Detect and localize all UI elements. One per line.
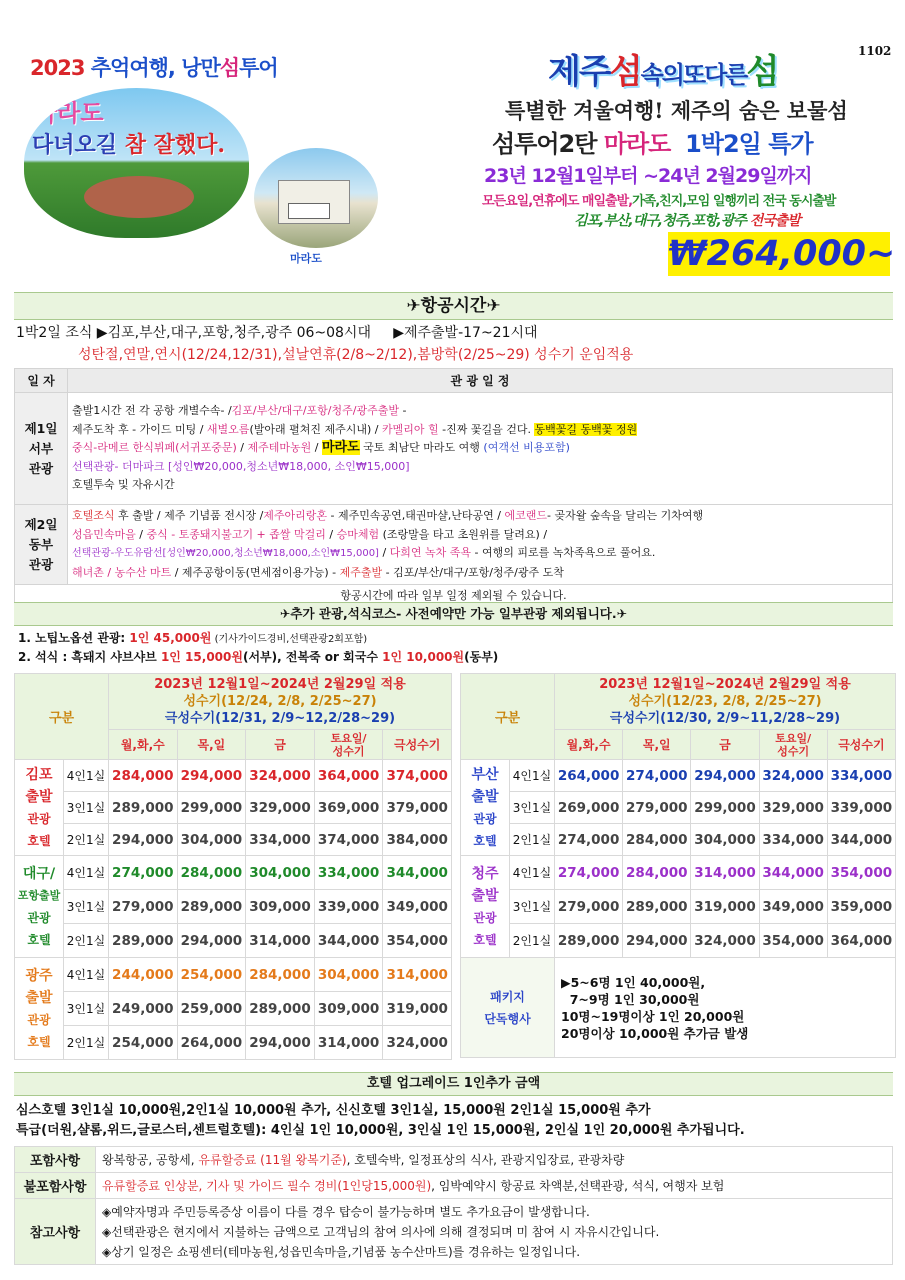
peak-fare-note: 성탄절,연말,연시(12/24,12/31),설날연휴(2/8~2/12),봄방학(2/25~29) 성수기 운임적용	[78, 347, 634, 363]
upgrade-line-1: 심스호텔 3인1실 10,000원,2인1실 10,000원 추가, 신신호텔 3인1실, 15,000원 2인1실 15,000원 추가	[16, 1103, 651, 1118]
include-text: 왕복항공, 공항세, 유류할증료 (11월 왕복기준), 호텔숙박, 일정표상의 식사, 관광지입장료, 관광차량	[96, 1147, 893, 1173]
period-right: 2023년 12월1일~2024년 2월29일 적용 성수기(12/23, 2/8, 2/25~27) 극성수기(12/30, 2/9~11,2/28~29)	[555, 674, 896, 730]
exclude-label: 불포함사항	[15, 1173, 96, 1199]
package-prices: ▶5~6명 1인 40,000원, 7~9명 1인 30,000원 10명~19명이상 1인 20,000원 20명이상 10,000원 추가금 발생	[555, 958, 896, 1058]
brand-word-2: 낭만	[181, 56, 220, 80]
col-sat: 토요일/ 성수기	[314, 730, 383, 760]
option-1: 1. 노팁노옵션 관광: 1인 45,000원 (기사가이드경비,선택관광2회포함)	[18, 631, 368, 645]
day1-label: 제1일 서부 관광	[15, 393, 68, 505]
brand-word-3: 섬	[219, 56, 240, 80]
main-title: 제주섬속의또다른섬	[548, 52, 778, 92]
brand-year: 2023	[30, 56, 85, 80]
group-gimpo: 김포 출발 관광 호텔	[15, 760, 64, 856]
day1-plan: 출발1시간 전 각 공항 개별수속- /김포/부산/대구/포항/청주/광주출발 - 제주도착 후 - 가이드 미팅 / 새별오름(발아래 펼쳐진 제주시내) / 카멜리아 힐 -진짜 꽃길을 걷다. 동백꽃길 동백꽃 정원 중식-라메르 한식뷔페(서귀포중문) / 제주테마농원 / 마라도 국토 최남단 마라도 여행 (여객선 비용포함) 선택관광- 더마파크 [성인₩20,000,청소년₩18,000, 소인₩15,000] 호텔투숙 및 자유시간	[68, 393, 893, 505]
package-label: 패키지 단독행사	[461, 958, 555, 1058]
group-busan: 부산 출발 관광 호텔	[461, 760, 510, 856]
day2-label: 제2일 동부 관광	[15, 505, 68, 585]
price-badge: ₩264,000~	[668, 234, 896, 274]
school-photo	[254, 148, 378, 248]
options-title: ✈추가 관광,석식코스- 사전예약만 가능 일부관광 제외됩니다.✈	[14, 602, 893, 626]
departure-cities: 김포,부산,대구,청주,포항,광주 전국출발	[574, 213, 800, 229]
exclude-text: 유류할증료 인상분, 기사 및 가이드 필수 경비(1인당15,000원), 임박예약시 항공료 차액분,선택관광, 석식, 여행자 보험	[96, 1173, 893, 1199]
flyer-code: 1102	[858, 44, 892, 58]
day2-plan: 호텔조식 후 출발 / 제주 기념품 전시장 /제주아리랑혼 - 제주민속공연,태권마샬,난타공연 / 에코랜드- 곶자왈 숲속을 달리는 기차여행 성읍민속마을 / 중식 - 토종돼지불고기 + 좁쌀 막걸리 / 승마체험 (조랑말을 타고 초원위를 달려요) / 선택관광-우도유람선[성인₩20,000,청소년₩18,000,소인₩15,000] / 다희연 녹차 족욕 - 여행의 피로를 녹차족욕으로 풀어요. 해녀촌 / 농수산 마트 / 제주공항이동(면세점이용가능) - 제주출발 - 김포/부산/대구/포항/청주/광주 도착	[68, 505, 893, 585]
price-table-left: 구분 2023년 12월1일~2024년 2월29일 적용 성수기(12/24, 2/8, 2/25~27) 극성수기(12/31, 2/9~12,2/28~29) 월,화,수 목,일 금 토요일/ 성수기 극성수기 김포 출발 관광 호텔 4인1실 284,000 294,000 324,000 364,000 374,000 3인1실 289,000 299,000 329,000 369,000 379,000 2인1실 294,000 304,000 334,000 374,000 384,000 대구/ 포항출발 관광 호텔 4인1실 274,000 284,000 304,000 334,000 344,000 3인1실 279,000 289,000 309,000 339,000 349,000 2인1실 289,000 294,000 314,000 344,000 354,000 광주 출발 관광 호텔 4인1실 244,000 254,000 284,000 304,000 314,000 3인1실 249,000 259,000 289,000 309,000 319,000 2인1실 254,000 264,000 294,000 314,000 324,000	[14, 673, 452, 1060]
marado-photo	[24, 88, 249, 238]
sign-shape	[288, 203, 330, 219]
subtitle: 특별한 겨울여행! 제주의 숨은 보물섬	[505, 98, 848, 123]
col-fri: 금	[246, 730, 315, 760]
reference-label: 참고사항	[15, 1199, 96, 1265]
brand-word-4: 투어	[239, 56, 278, 80]
gubun-right: 구분	[461, 674, 555, 760]
tour-title: 섬투어2탄 마라도 1박2일 특가	[492, 130, 813, 158]
photo-text-2: 다녀오길 참 잘했다.	[32, 132, 226, 158]
group-gwangju: 광주 출발 관광 호텔	[15, 958, 64, 1060]
departure-info: 모든요일,연휴에도 매일출발,가족,친지,모임 일행끼리 전국 동시출발	[482, 194, 836, 209]
option-2: 2. 석식 : 흑돼지 샤브샤브 1인 15,000원(서부), 전복죽 or 회국수 1인 10,000원(동부)	[18, 650, 499, 664]
itinerary-note: 항공시간에 따라 일부 일정 제외될 수 있습니다.	[15, 585, 893, 605]
gubun-left: 구분	[15, 674, 109, 760]
itinerary-table	[14, 368, 893, 605]
air-time-title: ✈항공시간✈	[14, 292, 893, 320]
col-plan: 관 광 일 정	[68, 369, 893, 393]
info-table	[14, 1146, 893, 1265]
group-cheongju: 청주 출발 관광 호텔	[461, 856, 510, 958]
upgrade-title: 호텔 업그레이드 1인추가 금액	[14, 1072, 893, 1096]
group-daegu: 대구/ 포항출발 관광 호텔	[15, 856, 64, 958]
photo-caption: 마라도	[290, 252, 322, 265]
col-weekday: 월,화,수	[109, 730, 178, 760]
col-day: 일 자	[15, 369, 68, 393]
reference-text: ◈예약자명과 주민등록증상 이름이 다를 경우 탑승이 불가능하며 별도 추가요금이 발생합니다. ◈선택관광은 현지에서 지불하는 금액으로 고객님의 참여 의사에 의해 결정되며 미 참여 시 자유시간입니다. ◈상기 일정은 쇼핑센터(테마농원,성읍민속마을,기념품 농수산마트)를 경유하는 일정입니다.	[96, 1199, 893, 1265]
tour-period: 23년 12월1일부터 ~24년 2월29일까지	[484, 165, 812, 187]
period-left: 2023년 12월1일~2024년 2월29일 적용 성수기(12/24, 2/8, 2/25~27) 극성수기(12/31, 2/9~12,2/28~29)	[109, 674, 452, 730]
brand-word-1: 추억여행,	[90, 56, 175, 80]
air-time-row: 1박2일 조식 ▶김포,부산,대구,포항,청주,광주 06~08시대 ▶제주출발-17~21시대	[16, 325, 538, 341]
photo-text-1: 마라도	[34, 98, 104, 127]
col-superpeak: 극성수기	[383, 730, 452, 760]
upgrade-line-2: 특급(더원,샬롬,위드,글로스터,센트럴호텔): 4인실 1인 10,000원, 3인실 1인 15,000원, 2인실 1인 20,000원 추가됩니다.	[16, 1123, 745, 1138]
include-label: 포함사항	[15, 1147, 96, 1173]
sculpture-shape	[84, 176, 194, 218]
price-table-right: 구분 2023년 12월1일~2024년 2월29일 적용 성수기(12/23, 2/8, 2/25~27) 극성수기(12/30, 2/9~11,2/28~29) 월,화,수 목,일 금 토요일/ 성수기 극성수기 부산 출발 관광 호텔 4인1실 264,000 274,000 294,000 324,000 334,000 3인1실 269,000 279,000 299,000 329,000 339,000 2인1실 274,000 284,000 304,000 334,000 344,000 청주 출발 관광 호텔 4인1실 274,000 284,000 314,000 344,000 354,000 3인1실 279,000 289,000 319,000 349,000 359,000 2인1실 289,000 294,000 324,000 354,000 364,000 패키지 단독행사 ▶5~6명 1인 40,000원, 7~9명 1인 30,000원 10명~19명이상 1인 20,000원 20명이상 10,000원 추가금 발생	[460, 673, 896, 1058]
brand-title	[30, 52, 278, 82]
col-thu-sun: 목,일	[177, 730, 246, 760]
